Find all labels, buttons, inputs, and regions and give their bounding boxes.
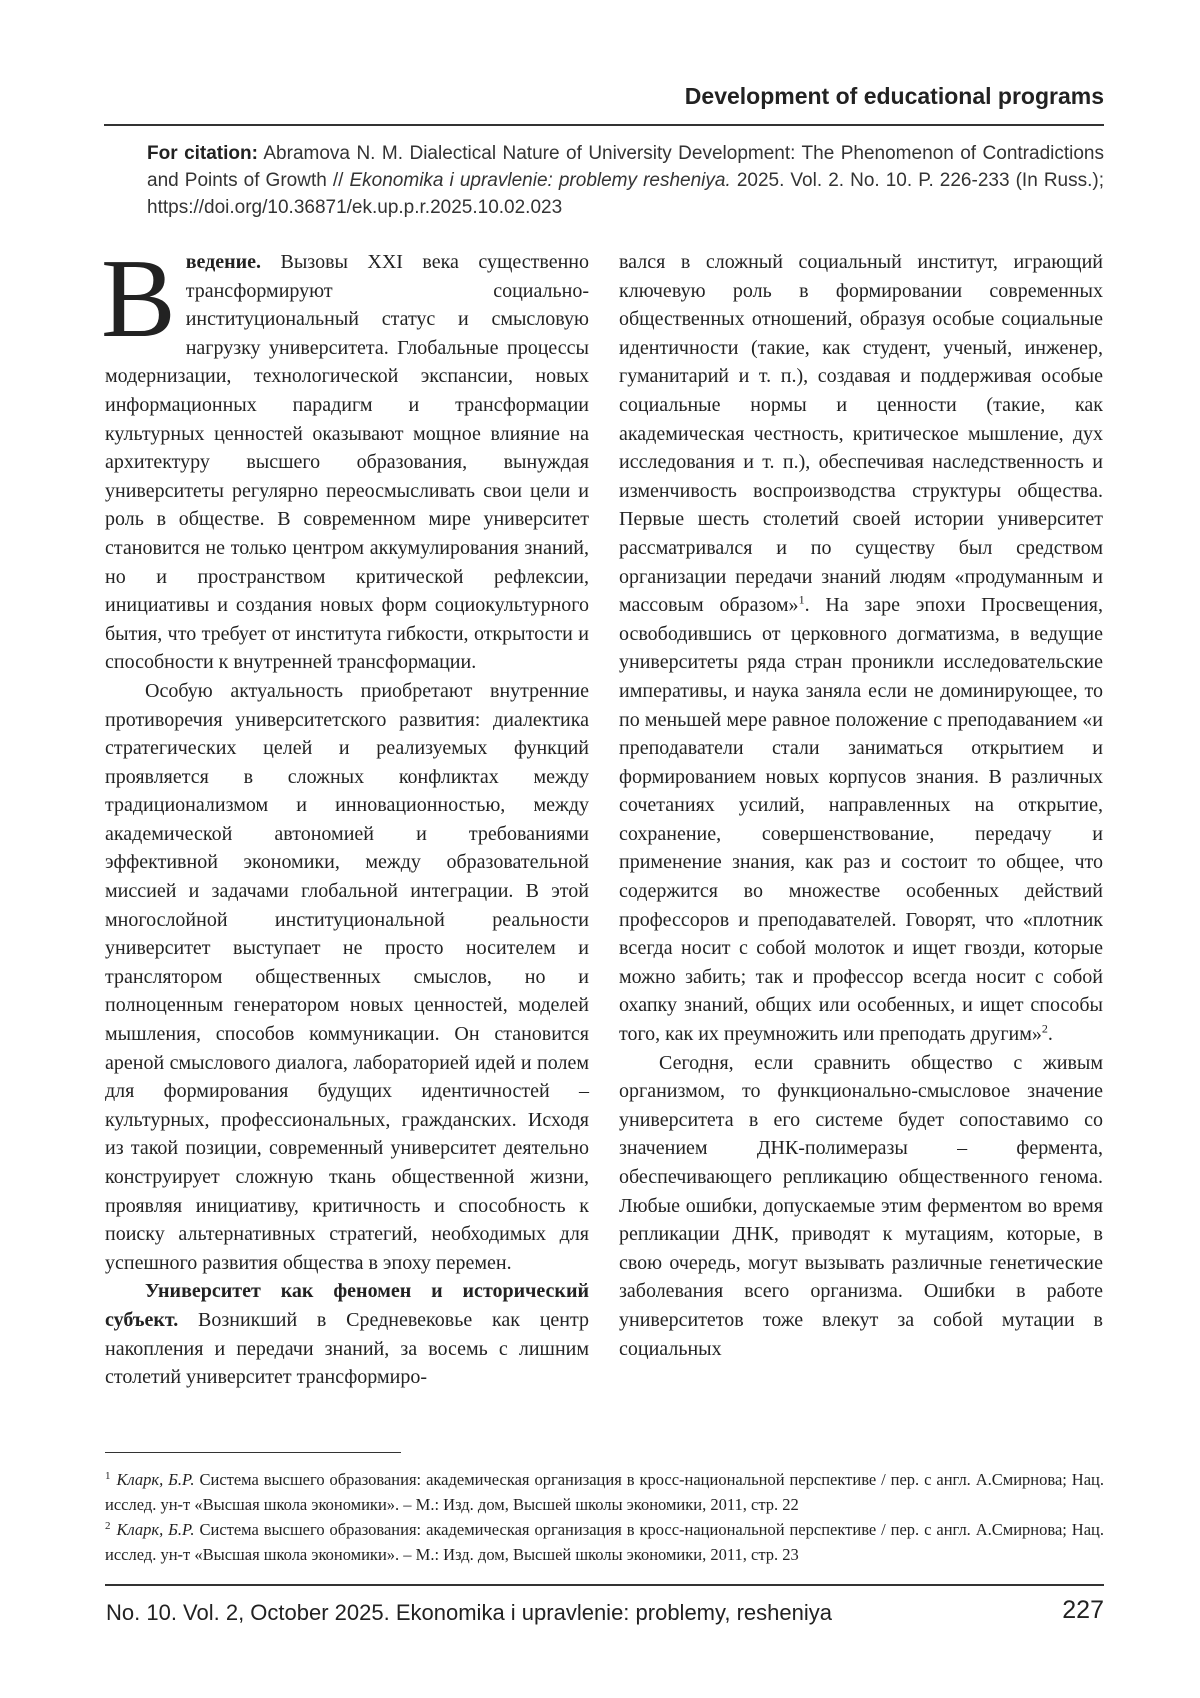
footnote-separator (105, 1452, 401, 1453)
citation-journal: Ekonomika i upravlenie: problemy resheniya. (350, 170, 731, 191)
body-paragraph-4-part-b: . На заре эпохи Просвещения, освободившись от церковного догматизма, в ведущие университеты ряда стран проникли исследовательские императивы, и наука заняла если не доминирующее, то по меньшей мере равное положение с преподаванием «и преподаватели стали заниматься открытием и формированием новых корпусов знания. В различных сочетаниях усилий, направленных на открытие, сохранение, совершенствование, передачу и применение знания, как раз и состоит то общее, что содержится во множестве особенных действий профессоров и преподавателей. Говорят, что «плотник всегда носит с собой молоток и ищет гвозди, которые можно забить; так и профессор всегда носит с собой охапку знаний, общих или особенных, и ищет способы того, как их преумножить или преподать другим» (619, 594, 1103, 1045)
footnote-ref-2[interactable]: 2 (1042, 1021, 1048, 1035)
footnote-ref-1[interactable]: 1 (799, 592, 805, 606)
footnote-author: Кларк, Б.Р. (117, 1520, 195, 1539)
footnote-author: Кларк, Б.Р. (117, 1470, 195, 1489)
page-number: 227 (1062, 1596, 1104, 1625)
article-page (0, 0, 1200, 1698)
citation-block (147, 140, 1104, 221)
footnote (105, 1517, 1104, 1567)
body-paragraph-4-part-a: вался в сложный социальный институт, играющий ключевую роль в формировании современных общественных отношений, образуя особые социальные идентичности (такие, как студент, ученый, инженер, гуманитарий и т. п.), создавая и поддерживая особые социальные нормы и ценности (такие, как академическая честность, критическое мышление, дух исследования и т. п.), обеспечивая наследственность и изменчивость воспроизводства структуры общества. Первые шесть столетий своей истории университет рассматривался и по существу был средством организации передачи знаний людям «продуманным и массовым образом» (619, 251, 1103, 616)
intro-heading: ведение. (186, 251, 261, 273)
body-column-right (619, 248, 1103, 1363)
citation-text-before: Abramova N. M. Dialectical Nature of University Development: The Phenomenon of Contradictions and Points of Growth // (147, 143, 1104, 191)
footnote-text: Система высшего образования: академическая организация в кросс-национальной перспективе / пер. с англ. А.Смирнова; Нац. исслед. ун-т «Высшая школа экономики». – М.: Изд. дом, Высшей школы экономики, 2011, стр. 22 (105, 1470, 1104, 1514)
footer-issue-info: No. 10. Vol. 2, October 2025. Ekonomika i upravlenie: problemy, resheniya (106, 1600, 832, 1626)
footer-separator (105, 1584, 1104, 1586)
footnote (105, 1467, 1104, 1517)
drop-cap: В (101, 254, 176, 344)
body-paragraph-4 (619, 248, 1103, 1049)
citation-label: For citation: (147, 143, 258, 164)
body-paragraph-3-text: Возникший в Средневековье как центр накопления и передачи знаний, за восемь с лишним столетий университет трансформиро- (105, 1309, 589, 1388)
footnote-text: Система высшего образования: академическая организация в кросс-национальной перспективе / пер. с англ. А.Смирнова; Нац. исслед. ун-т «Высшая школа экономики». – М.: Изд. дом, Высшей школы экономики, 2011, стр. 23 (105, 1520, 1104, 1564)
body-paragraph-4-part-c: . (1048, 1023, 1053, 1045)
footnote-number: 2 (105, 1520, 111, 1532)
citation-text-after: 2025. Vol. 2. No. 10. P. 226-233 (In Russ.); https://doi.org/10.36871/ek.up.p.r.2025.10.02.023 (147, 170, 1104, 218)
footnote-number: 1 (105, 1470, 111, 1482)
body-paragraph-5: Сегодня, если сравнить общество с живым организмом, то функционально-смысловое значение университета в его системе будет сопоставимо со значением ДНК-полимеразы – фермента, обеспечивающего репликацию общественного генома. Любые ошибки, допускаемые этим ферментом во время репликации ДНК, приводят к мутациям, которые, в свою очередь, могут вызывать различные генетические заболевания всего организма. Ошибки в работе университетов тоже влекут за собой мутации в социальных (619, 1049, 1103, 1364)
section-title: Development of educational programs (685, 83, 1104, 110)
intro-text: Вызовы XXI века существенно трансформируют социально-институциональный статус и смысловую нагрузку университета. Глобальные процессы модернизации, технологической экспансии, новых информационных парадигм и трансформации культурных ценностей оказывают мощное влияние на архитектуру высшего образования, вынуждая университеты регулярно переосмысливать свои цели и роль в обществе. В современном мире университет становится не только центром аккумулирования знаний, но и пространством критической рефлексии, инициативы и создания новых форм социокультурного бытия, что требует от института гибкости, открытости и способности к внутренней трансформации. (105, 251, 589, 673)
section-heading-university: Университет как феномен и исторический субъект. (105, 1280, 589, 1331)
body-paragraph-2: Особую актуальность приобретают внутренние противоречия университетского развития: диалектика стратегических целей и реализуемых функций проявляется в сложных конфликтах между традиционализмом и инновационностью, между академической автономией и требованиями эффективной экономики, между образовательной миссией и задачами глобальной интеграции. В этой многослойной институциональной реальности университет выступает не просто носителем и транслятором общественных смыслов, но и полноценным генератором новых ценностей, моделей мышления, способов коммуникации. Он становится ареной смыслового диалога, лабораторией идей и полем для формирования будущих идентичностей – культурных, профессиональных, гражданских. Исходя из такой позиции, современный университет деятельно конструирует сложную ткань общественной жизни, проявляя инициативу, критичность и способность к поиску альтернативных стратегий, необходимых для успешного развития общества в эпоху перемен. (105, 677, 589, 1277)
footnotes (105, 1467, 1104, 1567)
intro-paragraph (105, 248, 589, 677)
body-paragraph-3 (105, 1277, 589, 1391)
running-head (104, 80, 1104, 126)
body-column-left (105, 248, 589, 1392)
